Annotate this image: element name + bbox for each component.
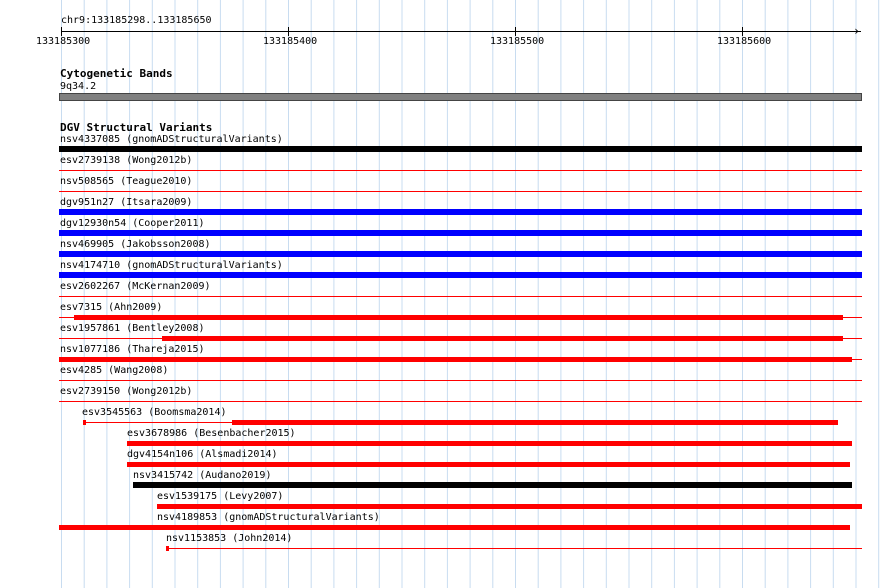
dgv-feature-label: esv3678986 (Besenbacher2015): [127, 428, 296, 439]
cytoband-track-title: Cytogenetic Bands: [60, 67, 173, 80]
dgv-feature-label: dgv12930n54 (Cooper2011): [60, 218, 205, 229]
cytoband-name: 9q34.2: [60, 81, 97, 92]
dgv-feature-bar[interactable]: [59, 209, 862, 215]
dgv-feature-bar[interactable]: [59, 191, 862, 192]
dgv-feature-bar[interactable]: [59, 380, 862, 381]
dgv-feature-segment[interactable]: [74, 315, 843, 320]
dgv-feature-label: esv2739150 (Wong2012b): [60, 386, 193, 397]
dgv-feature-bar[interactable]: [59, 146, 862, 152]
dgv-feature-bar[interactable]: [59, 170, 862, 171]
dgv-feature-segment[interactable]: [157, 504, 862, 509]
dgv-feature-label: dgv951n27 (Itsara2009): [60, 197, 193, 208]
dgv-feature-segment[interactable]: [59, 525, 850, 530]
dgv-feature-segment[interactable]: [127, 441, 852, 446]
dgv-feature-bar[interactable]: [59, 401, 862, 402]
dgv-feature-label: nsv3415742 (Audano2019): [133, 470, 272, 481]
cytoband-band[interactable]: [59, 93, 862, 101]
dgv-feature-label: nsv4189853 (gnomADStructuralVariants): [157, 512, 380, 523]
dgv-feature-label: dgv4154n106 (Alsmadi2014): [127, 449, 278, 460]
dgv-feature-label: nsv1077186 (Thareja2015): [60, 344, 205, 355]
ruler-arrow-icon: ›: [853, 24, 861, 38]
ruler-tick-label: 133185300: [36, 36, 91, 47]
dgv-feature-segment[interactable]: [232, 420, 838, 425]
dgv-feature-cap[interactable]: [83, 420, 86, 425]
dgv-feature-label: esv4285 (Wang2008): [60, 365, 169, 376]
dgv-feature-label: nsv469905 (Jakobsson2008): [60, 239, 211, 250]
ruler-location-label: chr9:133185298..133185650: [61, 15, 212, 26]
ruler-tick-label: 133185400: [263, 36, 318, 47]
dgv-feature-segment[interactable]: [162, 336, 843, 341]
dgv-feature-label: esv2602267 (McKernan2009): [60, 281, 211, 292]
dgv-feature-bar[interactable]: [59, 296, 862, 297]
ruler-tick-major: [61, 27, 62, 36]
dgv-feature-label: esv7315 (Ahn2009): [60, 302, 163, 313]
ruler-axis-line: [61, 31, 861, 32]
dgv-feature-cap[interactable]: [166, 546, 169, 551]
ruler-tick-major: [515, 27, 516, 36]
dgv-feature-label: nsv508565 (Teague2010): [60, 176, 193, 187]
dgv-feature-segment[interactable]: [59, 357, 852, 362]
dgv-feature-bar[interactable]: [59, 251, 862, 257]
ruler-tick-major: [742, 27, 743, 36]
dgv-feature-label: esv1539175 (Levy2007): [157, 491, 284, 502]
dgv-feature-label: esv3545563 (Boomsma2014): [82, 407, 227, 418]
ruler-tick-major: [288, 27, 289, 36]
dgv-feature-bar[interactable]: [59, 272, 862, 278]
ruler-tick-label: 133185500: [490, 36, 545, 47]
dgv-track-title: DGV Structural Variants: [60, 121, 213, 134]
dgv-feature-label: nsv4337085 (gnomADStructuralVariants): [60, 134, 283, 145]
ruler-tick-label: 133185600: [717, 36, 772, 47]
dgv-feature-segment[interactable]: [127, 462, 850, 467]
dgv-feature-label: nsv1153853 (John2014): [166, 533, 293, 544]
dgv-feature-label: esv1957861 (Bentley2008): [60, 323, 205, 334]
dgv-feature-bar[interactable]: [133, 482, 852, 488]
dgv-feature-label: nsv4174710 (gnomADStructuralVariants): [60, 260, 283, 271]
dgv-feature-bar[interactable]: [59, 230, 862, 236]
dgv-feature-label: esv2739138 (Wong2012b): [60, 155, 193, 166]
dgv-feature-bar[interactable]: [166, 548, 862, 549]
